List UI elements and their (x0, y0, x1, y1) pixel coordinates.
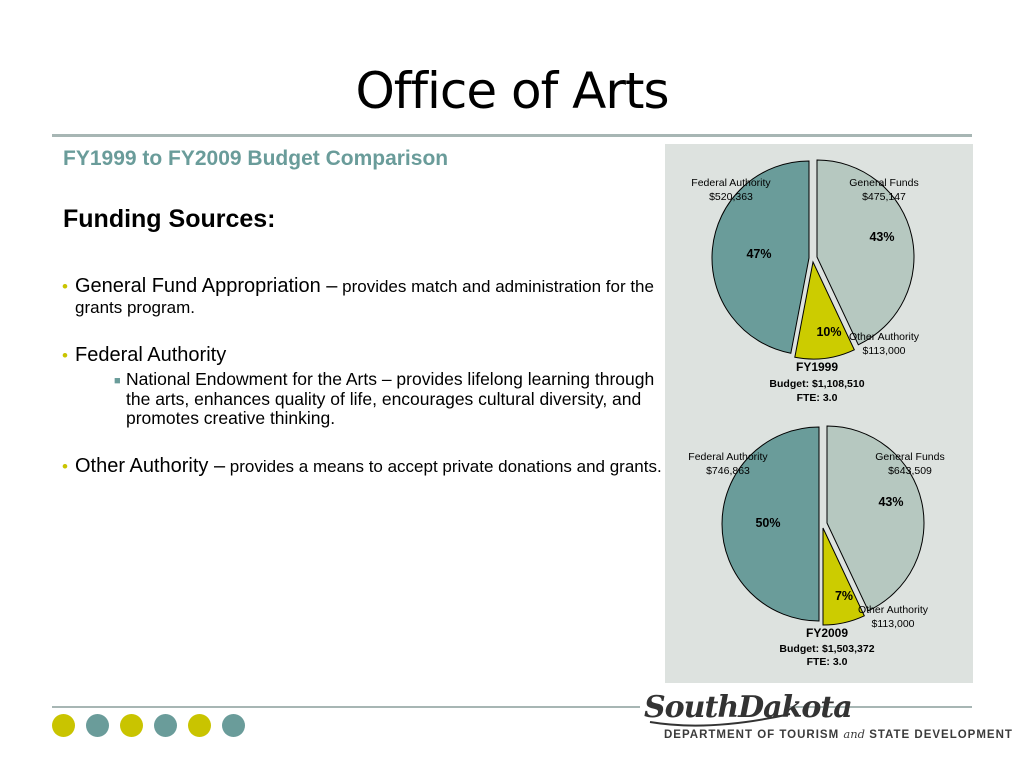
pie-amount-label: $520,363 (709, 191, 753, 203)
bullet-federal-authority (62, 345, 662, 366)
pie-budget-label: Budget: $1,108,510 (769, 378, 865, 390)
bullet-dot-icon: • (62, 277, 68, 296)
footer-divider-left (52, 706, 640, 708)
pie-amount-label: $746,863 (706, 465, 750, 477)
pie-percent-label: 10% (816, 325, 842, 339)
dept-left: DEPARTMENT OF TOURISM (664, 729, 844, 741)
pie-charts-panel (665, 144, 973, 683)
bullet-general-fund (62, 276, 662, 318)
dept-right: STATE DEVELOPMENT (865, 729, 1013, 741)
pie-percent-label: 7% (834, 589, 854, 603)
pie-title: FY1999 (795, 360, 839, 374)
logo-script-text: SouthDakota (644, 690, 852, 725)
pie-amount-label: $643,509 (888, 465, 932, 477)
bullet-detail: provides match and administration for the grants program. (75, 277, 654, 317)
bullet-list (62, 276, 662, 477)
pie-category-label: Federal Authority (691, 177, 771, 189)
sub-bullet-text: National Endowment for the Arts – provides lifelong learning through the arts, enhances quality of life, encourages cultural diversity, and promotes creative thinking. (126, 369, 655, 428)
bullet-dot-icon: • (62, 456, 68, 476)
department-name (664, 727, 1013, 741)
square-bullet-icon: ■ (114, 375, 121, 387)
pie-percent-label: 50% (755, 516, 781, 530)
pie-percent-label: 43% (869, 230, 895, 244)
bullet-detail: provides a means to accept private donations and grants. (225, 456, 662, 476)
pie-fte-label: FTE: 3.0 (806, 656, 848, 668)
pie-category-label: General Funds (849, 177, 919, 189)
funding-heading: Funding Sources: (63, 205, 276, 233)
pie-category-label: General Funds (875, 451, 945, 463)
pie-budget-label: Budget: $1,503,372 (779, 643, 875, 655)
footer-dot (120, 714, 143, 737)
pie-category-label: Other Authority (848, 331, 920, 343)
pie-title: FY2009 (805, 626, 849, 640)
bullet-main: Federal Authority (75, 344, 227, 366)
pie-percent-label: 43% (878, 495, 904, 509)
sub-bullet-nea (62, 370, 662, 429)
bullet-main: General Fund Appropriation – (75, 275, 338, 297)
slide-subtitle: FY1999 to FY2009 Budget Comparison (63, 147, 449, 170)
bullet-dot-icon: • (62, 346, 68, 365)
slide-title: Office of Arts (355, 62, 669, 120)
pie-amount-label: $113,000 (871, 618, 915, 630)
footer-dot (154, 714, 177, 737)
pie-amount-label: $113,000 (862, 345, 906, 357)
bullet-main: Other Authority – (75, 454, 226, 477)
pie-percent-label: 47% (746, 247, 772, 261)
pie-category-label: Other Authority (857, 604, 929, 616)
footer-dot (52, 714, 75, 737)
title-divider (52, 134, 972, 137)
footer-dot (86, 714, 109, 737)
dept-and: and (843, 727, 866, 741)
pie-fte-label: FTE: 3.0 (796, 392, 838, 404)
pie-charts-svg (665, 144, 973, 683)
bullet-other-authority (62, 456, 662, 477)
pie-amount-label: $475,147 (862, 191, 906, 203)
pie-category-label: Federal Authority (688, 451, 768, 463)
footer-dot (222, 714, 245, 737)
footer-dot (188, 714, 211, 737)
